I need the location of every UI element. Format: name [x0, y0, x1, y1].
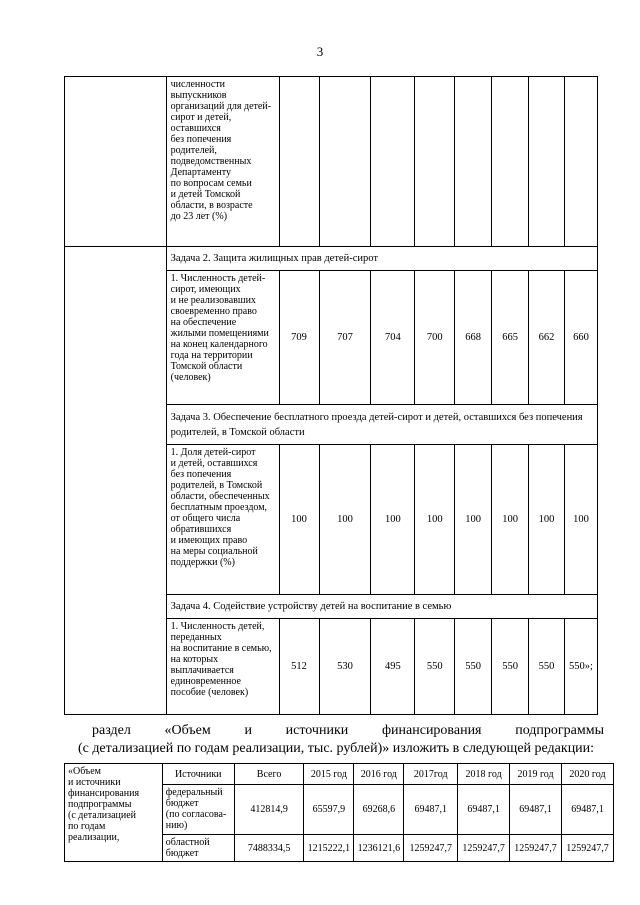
- value-cell: 550: [455, 619, 492, 715]
- value-cell: 69487,1: [561, 785, 613, 835]
- task-heading: Задача 4. Содействие устройству детей на воспитание в семью: [166, 595, 597, 619]
- financing-label: «Объем и источники финансирования подпрограммы (с детализацией по годам реализации,: [65, 764, 163, 862]
- value-cell: 412814,9: [234, 785, 304, 835]
- paragraph-line-1: раздел «Объем и источники финансирования подпрограммы: [92, 723, 604, 738]
- indicator-text: численности выпускников организаций для детей- сирот и детей, оставшихся без попечения родителей, подведомственных Департаменту по вопросам семьи и детей Томской области, в возрасте до 23 лет (%): [166, 77, 279, 247]
- value-cell: 495: [371, 619, 415, 715]
- empty-cell: [65, 77, 167, 247]
- value-cell: 7488334,5: [234, 835, 304, 862]
- value-cell: 65597,9: [304, 785, 354, 835]
- table-row: [65, 247, 598, 271]
- table-row: [65, 77, 598, 247]
- indicator-text: 1. Численность детей- сирот, имеющих и не реализовавших своевременно право на обеспечение жилыми помещениями на конец календарного года на территории Томской области (человек): [166, 271, 279, 405]
- header-cell: 2018 год: [458, 764, 510, 785]
- header-cell: Всего: [234, 764, 304, 785]
- header-cell: 2017год: [404, 764, 458, 785]
- value-cell: 100: [371, 445, 415, 595]
- value-cell: 100: [529, 445, 565, 595]
- value-cell: 69268,6: [354, 785, 404, 835]
- value-cell: 100: [455, 445, 492, 595]
- value-cell: 707: [319, 271, 371, 405]
- header-cell: 2015 год: [304, 764, 354, 785]
- value-cell: 704: [371, 271, 415, 405]
- value-cell: 550: [415, 619, 455, 715]
- header-cell: 2019 год: [510, 764, 562, 785]
- value-cell: 69487,1: [510, 785, 562, 835]
- value-cell: 1215222,1: [304, 835, 354, 862]
- value-cell: 662: [529, 271, 565, 405]
- value-cell: 1236121,6: [354, 835, 404, 862]
- value-cell: 1259247,7: [404, 835, 458, 862]
- value-cell: 530: [319, 619, 371, 715]
- value-cell: 100: [415, 445, 455, 595]
- indicator-text: 1. Доля детей-сирот и детей, оставшихся без попечения родителей, в Томской области, обеспеченных бесплатным проездом, от общего числа обратившихся и имеющих право на меры социальной поддержки (%): [166, 445, 279, 595]
- table-row: [65, 764, 614, 785]
- task-heading: Задача 2. Защита жилищных прав детей-сирот: [166, 247, 597, 271]
- value-cell: 1259247,7: [561, 835, 613, 862]
- header-cell: 2016 год: [354, 764, 404, 785]
- task-heading: Задача 3. Обеспечение бесплатного проезда детей-сирот и детей, оставшихся без попечения родителей, в Томской области: [166, 405, 597, 445]
- value-cell: 512: [279, 619, 319, 715]
- value-cell: 665: [492, 271, 529, 405]
- source-cell: областной бюджет: [162, 835, 234, 862]
- value-cell: 550: [529, 619, 565, 715]
- value-cell: 69487,1: [458, 785, 510, 835]
- value-cell: 660: [564, 271, 597, 405]
- paragraph-line-2: (с детализацией по годам реализации, тыс. рублей)» изложить в следующей редакции:: [77, 741, 595, 756]
- value-cell: 668: [455, 271, 492, 405]
- value-cell: 550»;: [564, 619, 597, 715]
- value-cell: 709: [279, 271, 319, 405]
- financing-table: [64, 763, 614, 862]
- empty-merged-cell: [65, 247, 167, 715]
- page-number: 3: [316, 44, 324, 59]
- value-cell: 100: [492, 445, 529, 595]
- value-cell: 550: [492, 619, 529, 715]
- value-cell: 100: [564, 445, 597, 595]
- value-cell: 1259247,7: [510, 835, 562, 862]
- indicators-table: [64, 76, 598, 715]
- header-cell: 2020 год: [561, 764, 613, 785]
- source-cell: федеральный бюджет (по согласова- нию): [162, 785, 234, 835]
- value-cell: 1259247,7: [458, 835, 510, 862]
- value-cell: 100: [279, 445, 319, 595]
- value-cell: 100: [319, 445, 371, 595]
- indicator-text: 1. Численность детей, переданных на воспитание в семью, на которых выплачивается единовременное пособие (человек): [166, 619, 279, 715]
- value-cell: 700: [415, 271, 455, 405]
- header-cell: Источники: [162, 764, 234, 785]
- value-cell: 69487,1: [404, 785, 458, 835]
